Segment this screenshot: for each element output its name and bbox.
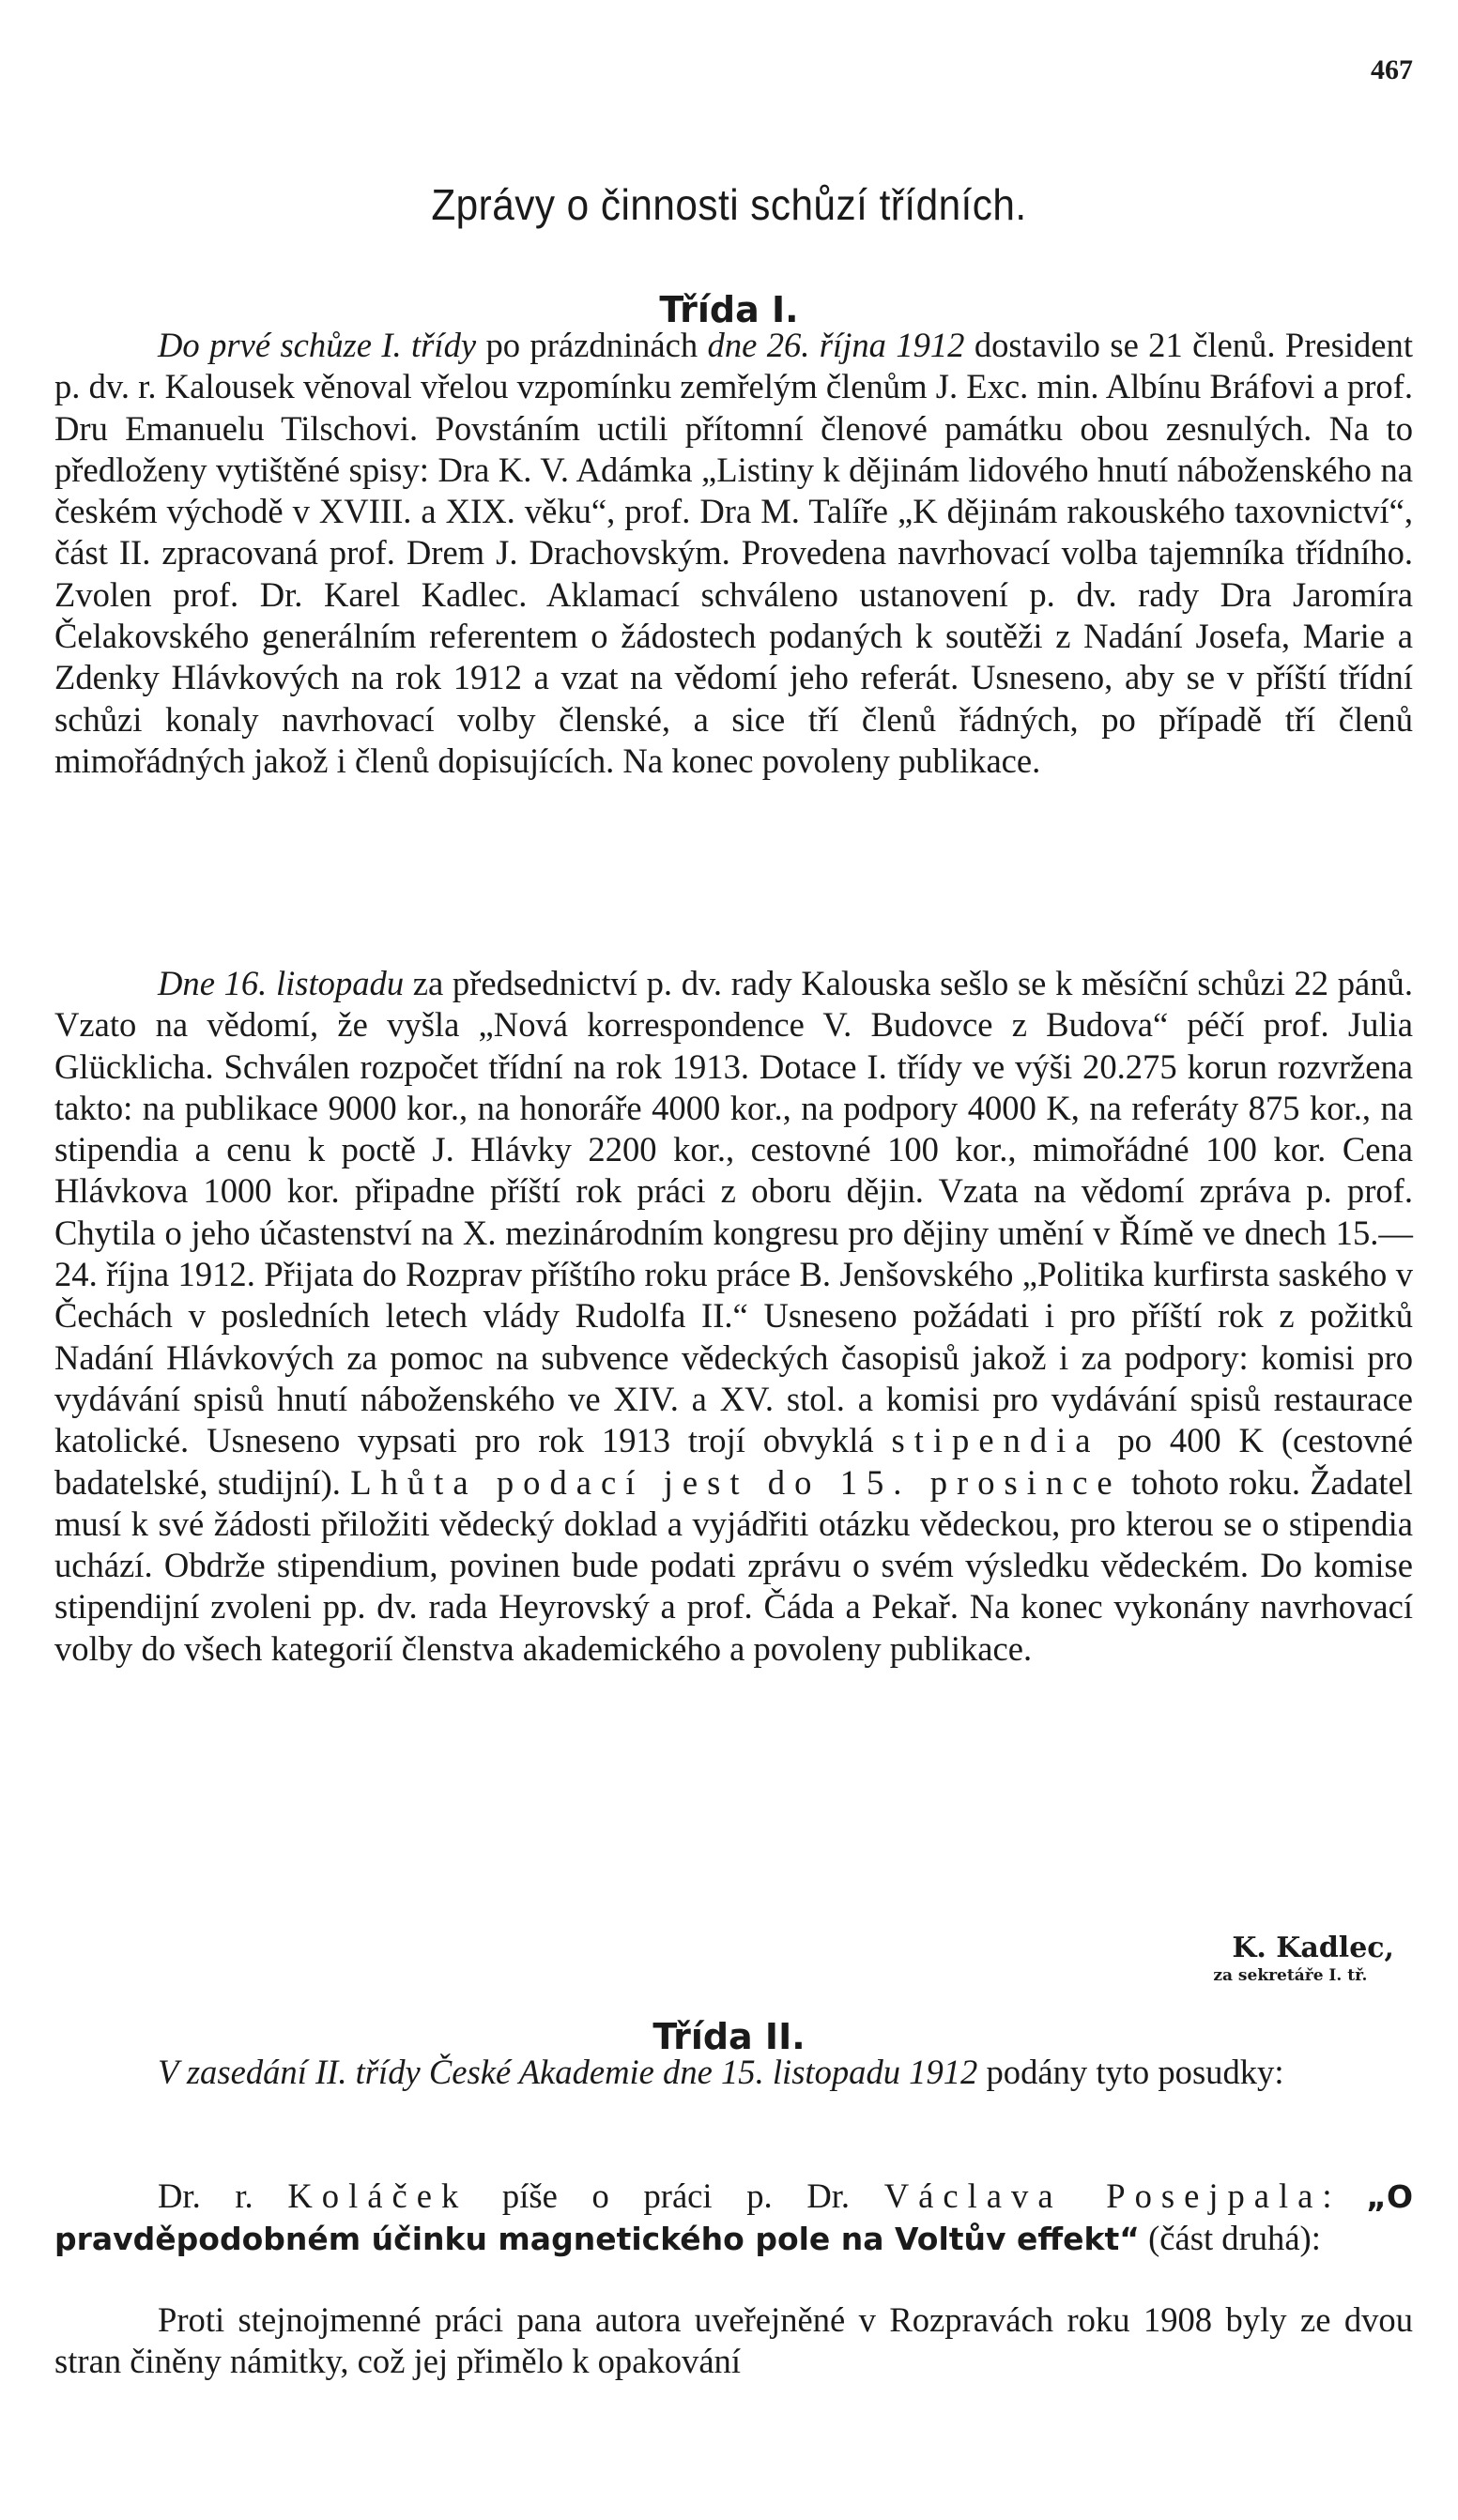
meeting-lead: Do prvé schůze I. třídy [158, 326, 477, 364]
signature-name: K. Kadlec, [1232, 1932, 1394, 1964]
meeting-date: dne 26. října 1912 [707, 326, 965, 364]
text-segment: tohoto roku. Žadatel musí k své žádosti přiložiti vědecký doklad a vyjádřiti otázku vědeckou, pro kterou se o stipendia uchází. Obdrže stipendium, povinen bude podati zprávu o svém výsledku vědeckém. Do komise stipendijní zvoleni pp. dv. rada Heyrovský a prof. Čáda a Pekař. Na konec vykonány navrhovací volby do všech kategorií členstva akademického a povoleny publikace. [54, 1462, 1413, 1668]
text-segment: píše o práci p. Dr. [468, 2176, 884, 2215]
text-segment: za předsednictví p. dv. rady Kalouska sešlo se k měsíční schůzi 22 pánů. Vzato na vědomí, že vyšla „Nová korrespondence V. Budovce z Budova“ péčí prof. Julia Glücklicha. Schválen rozpočet třídní na rok 1913. Dotace I. třídy ve výši 20.275 korun rozvržena takto: na publikace 9000 kor., na honoráře 4000 kor., na podpory 4000 K, na referáty 875 kor., na stipendia a cenu k poctě J. Hlávky 2200 kor., cestovné 100 kor., mimořádné 100 kor. Cena Hlávkova 1000 kor. připadne příští rok práci z oboru dějin. Vzata na vědomí zpráva p. prof. Chytila o jeho účastenství na X. mezinárodním kongresu pro dějiny umění v Římě ve dnech 15.—24. října 1912. Přijata do Rozprav příštího roku práce B. Jenšovského „Politika kurfirsta saského v Čechách v posledních letech vlády Rudolfa II.“ Usneseno požádati i pro příští rok z požitků Nadání Hlávkových za pomoc na subvence vědeckých časopisů jakož i za podpory: komisi pro vydávání spisů hnutí náboženského ve XIV. a XV. stol. a komisi pro vydávání spisů restaurace katolické. Usneseno vypsati pro rok 1913 trojí obvyklá [54, 964, 1413, 1460]
page-title: Zprávy o činnosti schůzí třídních. [431, 179, 1027, 229]
text-segment: Proti stejnojmenné práci pana autora uveřejněné v Rozpravách roku 1908 byly ze dvou stran činěny námitky, což jej přimělo k opakování [54, 2300, 1413, 2381]
text-segment: po prázdninách [476, 326, 708, 364]
section-heading-class-1: Třída I. [659, 288, 799, 330]
reviewer-name: Koláček [287, 2176, 468, 2215]
text-segment: podány tyto posudky: [977, 2053, 1284, 2091]
work-title: „O pravděpodobném účinku magnetického pole na Voltův effekt“ [54, 2178, 1414, 2258]
paragraph-session [54, 2052, 1413, 2093]
session-lead: V zasedání II. třídy České Akademie dne 15. listopadu 1912 [158, 2053, 978, 2091]
deadline-emphasis: Lhůta podací jest do 15. prosince [350, 1462, 1122, 1502]
signature-block [1213, 1932, 1394, 1985]
author-name: Václava Posejpala [883, 2176, 1323, 2215]
paragraph-review-body [54, 2299, 1413, 2383]
paragraph-first-meeting [54, 325, 1413, 782]
stipendia-emphasis: stipendia [891, 1421, 1100, 1460]
paragraph-review [54, 2176, 1413, 2261]
text-segment: : [1322, 2176, 1367, 2215]
signature-role: za sekretáře I. tř. [1213, 1966, 1368, 1985]
page-number: 467 [1371, 54, 1413, 85]
text-segment: (část druhá): [1139, 2219, 1321, 2258]
text-segment: dostavilo se 21 členů. President p. dv. r. Kalousek věnoval vřelou vzpomínku zemřelým členům J. Exc. min. Albínu Bráfovi a prof. Dru Emanuelu Tilschovi. Povstáním uctili přítomní členové památku obou zesnulých. Na to předloženy vytištěné spisy: Dra K. V. Adámka „Listiny k dějinám lidového hnutí náboženského na českém východě v XVIII. a XIX. věku“, prof. Dra M. Talíře „K dějinám rakouského taxovnictví“, část II. zpracovaná prof. Drem J. Drachovským. Provedena navrhovací volba tajemníka třídního. Zvolen prof. Dr. Karel Kadlec. Aklamací schváleno ustanovení p. dv. rady Dra Jaromíra Čelakovského generálním referentem o žádostech podaných k soutěži z Nadání Josefa, Marie a Zdenky Hlávkových na rok 1912 a vzat na vědomí jeho referát. Usneseno, aby se v příští třídní schůzi konaly navrhovací volby členské, a sice tří členů řádných, po případě tří členů mimořádných jakož i členů dopisujících. Na konec povoleny publikace. [54, 326, 1413, 780]
text-segment: po 400 K (cestovné badatelské, studijní). [54, 1421, 1413, 1502]
meeting-date: Dne 16. listopadu [158, 964, 405, 1002]
section-heading-class-2: Třída II. [652, 2015, 806, 2057]
paragraph-november-meeting [54, 963, 1413, 1670]
text-segment: Dr. r. [158, 2176, 288, 2215]
